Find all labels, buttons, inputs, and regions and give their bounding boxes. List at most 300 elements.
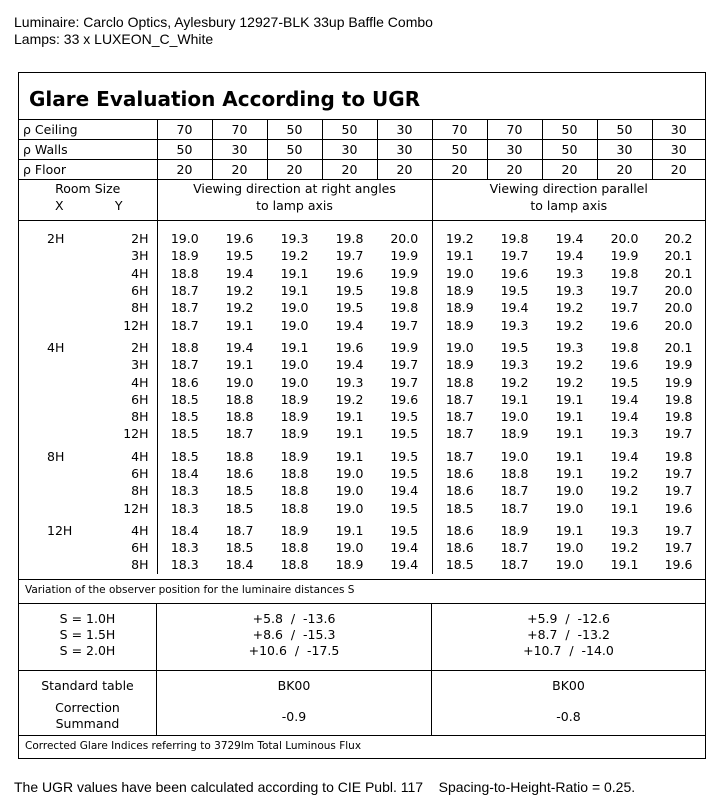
ugr-table <box>19 119 705 574</box>
ugr-value: 19.3 <box>555 283 584 299</box>
ugr-value: 18.8 <box>225 391 254 407</box>
room-y: 6H <box>131 391 149 407</box>
ugr-value: 19.5 <box>225 248 254 264</box>
ugr-value: 19.8 <box>610 339 639 355</box>
ugr-value: 18.5 <box>225 483 254 499</box>
table-row <box>19 247 705 264</box>
ugr-value: 19.7 <box>335 248 364 264</box>
ugr-value: 18.9 <box>157 247 212 264</box>
standard-table-right: BK00 <box>277 678 311 693</box>
ugr-value: 19.0 <box>555 500 584 516</box>
reflectance-value: 20 <box>487 160 542 180</box>
ugr-value: 19.1 <box>610 500 639 516</box>
room-y: 3H <box>131 357 149 373</box>
distance-label: S = 1.0H <box>59 611 116 626</box>
ugr-value: 19.3 <box>500 317 529 333</box>
room-y: 12H <box>123 500 149 516</box>
table-row <box>19 517 705 539</box>
ugr-value: 19.9 <box>377 334 432 356</box>
ugr-value: 19.1 <box>280 265 309 281</box>
ugr-value: 19.7 <box>610 283 639 299</box>
ugr-value: 19.0 <box>157 221 212 248</box>
correction-label: Correction Summand <box>55 700 120 731</box>
divider <box>19 603 705 604</box>
ugr-value: 20.2 <box>652 221 705 248</box>
reflectance-label: ρ Walls <box>19 140 157 160</box>
ugr-value: 19.1 <box>555 409 584 425</box>
ugr-value: 19.5 <box>377 425 432 442</box>
reflectance-value: 30 <box>377 120 432 140</box>
reflectance-label: ρ Floor <box>19 160 157 180</box>
ugr-value: 18.3 <box>157 482 212 499</box>
ugr-value: 18.8 <box>280 557 309 573</box>
ugr-value: 19.8 <box>377 299 432 316</box>
ugr-value: 19.1 <box>335 409 364 425</box>
ugr-value: 18.9 <box>280 448 309 464</box>
ugr-value: 18.4 <box>157 465 212 482</box>
reflectance-value: 30 <box>597 140 652 160</box>
ugr-value: 19.5 <box>377 443 432 465</box>
ugr-value: 18.8 <box>280 540 309 556</box>
ugr-value: 18.5 <box>432 556 487 573</box>
ugr-value: 19.7 <box>610 300 639 316</box>
reflectance-value: 70 <box>157 120 212 140</box>
ugr-value: 19.4 <box>555 248 584 264</box>
ugr-value: 19.7 <box>500 248 529 264</box>
ugr-value: 19.5 <box>377 408 432 425</box>
ugr-value: 19.1 <box>432 247 487 264</box>
ugr-value: 20.1 <box>664 248 693 264</box>
ugr-value: 18.7 <box>157 356 212 373</box>
ugr-value: 18.5 <box>432 499 487 516</box>
room-y: 4H <box>131 265 149 281</box>
ugr-value: 19.5 <box>500 283 529 299</box>
ugr-value: 19.0 <box>555 483 584 499</box>
table-row <box>19 443 705 465</box>
room-size-cell <box>19 391 157 408</box>
ugr-value: 18.9 <box>432 316 487 333</box>
room-y: 3H <box>131 248 149 264</box>
ugr-value: 19.9 <box>377 247 432 264</box>
room-y: 2H <box>131 231 149 247</box>
reflectance-value: 20 <box>212 160 267 180</box>
room-size-cell <box>19 334 157 356</box>
variation-parallel: +5.9 / -12.6 <box>527 611 610 626</box>
reflectance-value: 20 <box>267 160 322 180</box>
ugr-value: 18.8 <box>225 409 254 425</box>
ugr-value: 18.4 <box>157 517 212 539</box>
room-x: 2H <box>47 231 65 247</box>
ugr-table-frame <box>18 72 706 759</box>
standard-table-label: Standard table <box>41 678 134 693</box>
ugr-value: 18.9 <box>280 391 309 407</box>
ugr-value: 19.7 <box>377 373 432 390</box>
ugr-value: 19.0 <box>280 374 309 390</box>
ugr-value: 18.9 <box>432 299 487 316</box>
ugr-value: 18.7 <box>500 557 529 573</box>
ugr-value: 18.7 <box>157 316 212 333</box>
table-row <box>19 391 705 408</box>
ugr-value: 19.8 <box>664 409 693 425</box>
ugr-value: 19.2 <box>555 317 584 333</box>
ugr-value: 19.9 <box>377 265 432 282</box>
table-row <box>19 282 705 299</box>
ugr-value: 19.3 <box>610 522 639 538</box>
distance-label: S = 2.0H <box>59 643 116 658</box>
room-size-cell <box>19 221 157 248</box>
ugr-value: 20.0 <box>664 283 693 299</box>
ugr-value: 18.7 <box>500 500 529 516</box>
luminaire-line: Luminaire: Carclo Optics, Aylesbury 12927-BLK 33up Baffle Combo <box>14 14 433 30</box>
ugr-value: 19.4 <box>225 265 254 281</box>
table-row <box>19 373 705 390</box>
divider <box>19 670 705 671</box>
ugr-value: 20.0 <box>377 221 432 248</box>
ugr-value: 18.9 <box>432 282 487 299</box>
ugr-value: 20.1 <box>664 339 693 355</box>
ugr-value: 19.0 <box>335 540 364 556</box>
ugr-value: 18.6 <box>225 466 254 481</box>
table-row <box>19 316 705 333</box>
ugr-value: 19.0 <box>335 500 364 516</box>
table-row <box>19 299 705 316</box>
ugr-value: 19.4 <box>377 482 432 499</box>
ugr-value: 19.0 <box>280 357 309 373</box>
ugr-value: 19.7 <box>664 522 693 538</box>
reflectance-value: 20 <box>377 160 432 180</box>
reflectance-value: 70 <box>432 120 487 140</box>
ugr-value: 19.1 <box>335 522 364 538</box>
room-size-cell <box>19 408 157 425</box>
table-row <box>19 465 705 482</box>
table-row <box>19 408 705 425</box>
ugr-value: 19.1 <box>335 426 364 442</box>
room-y: 8H <box>131 409 149 425</box>
variation-right: +5.8 / -13.6 <box>252 611 336 626</box>
ugr-value: 18.9 <box>280 409 309 425</box>
ugr-value: 18.9 <box>500 426 529 442</box>
ugr-value: 19.0 <box>280 300 309 316</box>
ugr-value: 18.9 <box>500 522 529 538</box>
ugr-value: 18.8 <box>280 500 309 516</box>
ugr-value: 18.8 <box>157 265 212 282</box>
distance-label: S = 1.5H <box>59 627 116 642</box>
ugr-value: 19.6 <box>610 317 639 333</box>
ugr-value: 19.3 <box>267 221 322 248</box>
ugr-value: 19.6 <box>212 221 267 248</box>
room-y: 12H <box>123 426 149 442</box>
ugr-value: 19.1 <box>225 357 254 373</box>
ugr-value: 19.2 <box>610 466 639 481</box>
variation-parallel: +10.7 / -14.0 <box>523 643 614 658</box>
ugr-value: 19.4 <box>335 317 364 333</box>
ugr-value: 19.0 <box>555 540 584 556</box>
room-size-cell <box>19 265 157 282</box>
ugr-value: 19.1 <box>225 317 254 333</box>
table-row <box>19 356 705 373</box>
ugr-value: 19.3 <box>500 357 529 373</box>
room-y: 6H <box>131 540 149 556</box>
ugr-value: 19.5 <box>377 465 432 482</box>
variation-right: +10.6 / -17.5 <box>248 643 340 658</box>
ugr-value: 18.7 <box>500 483 529 499</box>
ugr-value: 19.4 <box>377 539 432 556</box>
room-y: 2H <box>131 339 149 355</box>
reflectance-value: 50 <box>267 120 322 140</box>
ugr-value: 19.8 <box>664 391 693 407</box>
reflectance-value: 50 <box>157 140 212 160</box>
room-x: 12H <box>47 522 73 538</box>
reflectance-row <box>19 120 705 140</box>
ugr-value: 19.0 <box>432 334 487 356</box>
correction-parallel: -0.8 <box>556 709 581 724</box>
table-row <box>19 221 705 248</box>
ugr-value: 19.1 <box>280 283 309 299</box>
room-y: 4H <box>131 448 149 464</box>
room-x: 4H <box>47 339 65 355</box>
reflectance-value: 30 <box>377 140 432 160</box>
variation-note: Variation of the observer position for the luminaire distances S <box>25 584 355 596</box>
reflectance-row <box>19 140 705 160</box>
ugr-value: 19.8 <box>487 221 542 248</box>
room-size-cell <box>19 373 157 390</box>
ugr-value: 19.7 <box>377 316 432 333</box>
room-size-cell <box>19 356 157 373</box>
table-row <box>19 334 705 356</box>
ugr-value: 18.5 <box>157 408 212 425</box>
ugr-value: 19.6 <box>335 265 364 281</box>
ugr-value: 19.4 <box>610 448 639 464</box>
reflectance-value: 20 <box>157 160 212 180</box>
ugr-value: 19.0 <box>500 409 529 425</box>
reflectance-value: 50 <box>267 140 322 160</box>
ugr-value: 18.6 <box>432 539 487 556</box>
ugr-value: 19.7 <box>664 483 693 499</box>
reflectance-row <box>19 160 705 180</box>
ugr-value: 18.5 <box>157 425 212 442</box>
ugr-value: 19.2 <box>555 357 584 373</box>
ugr-value: 19.6 <box>664 557 693 573</box>
ugr-value: 19.8 <box>610 265 639 281</box>
room-y: 8H <box>131 557 149 573</box>
reflectance-value: 30 <box>322 140 377 160</box>
reflectance-value: 50 <box>542 140 597 160</box>
table-row <box>19 556 705 573</box>
ugr-value: 19.0 <box>432 265 487 282</box>
room-size-cell <box>19 282 157 299</box>
room-size-cell <box>19 316 157 333</box>
ugr-value: 19.5 <box>500 339 529 355</box>
ugr-value: 18.8 <box>225 448 254 464</box>
reflectance-value: 20 <box>597 160 652 180</box>
ugr-value: 18.7 <box>500 540 529 556</box>
reflectance-value: 50 <box>542 120 597 140</box>
ugr-value: 18.6 <box>432 482 487 499</box>
ugr-value: 18.6 <box>432 517 487 539</box>
ugr-value: 18.5 <box>157 443 212 465</box>
ugr-value: 19.4 <box>225 339 254 355</box>
room-y: 8H <box>131 483 149 499</box>
ugr-value: 19.6 <box>610 357 639 373</box>
ugr-value: 18.8 <box>280 466 309 481</box>
ugr-value: 18.7 <box>157 299 212 316</box>
ugr-value: 19.5 <box>377 517 432 539</box>
ugr-value: 18.7 <box>432 443 487 465</box>
ugr-value: 19.7 <box>664 540 693 556</box>
ugr-value: 20.1 <box>664 265 693 281</box>
ugr-value: 19.6 <box>664 500 693 516</box>
viewing-direction-parallel: Viewing direction parallel to lamp axis <box>432 180 705 221</box>
room-y: 8H <box>131 300 149 316</box>
ugr-value: 20.0 <box>664 300 693 316</box>
ugr-value: 19.2 <box>610 483 639 499</box>
viewing-direction-right-angles: Viewing direction at right angles to lamp axis <box>157 180 432 221</box>
ugr-value: 18.3 <box>157 556 212 573</box>
reflectance-value: 30 <box>212 140 267 160</box>
ugr-value: 19.2 <box>555 300 584 316</box>
room-size-cell <box>19 247 157 264</box>
ugr-value: 18.7 <box>225 426 254 442</box>
ugr-value: 19.5 <box>335 300 364 316</box>
ugr-value: 19.9 <box>664 374 693 390</box>
ugr-value: 19.7 <box>664 466 693 481</box>
reflectance-value: 30 <box>652 140 705 160</box>
ugr-value: 19.9 <box>610 248 639 264</box>
room-size-cell <box>19 443 157 465</box>
table-row <box>19 482 705 499</box>
ugr-value: 19.9 <box>664 357 693 373</box>
ugr-value: 18.6 <box>157 373 212 390</box>
ugr-value: 19.2 <box>225 300 254 316</box>
ugr-value: 19.4 <box>377 556 432 573</box>
ugr-value: 19.6 <box>377 391 432 408</box>
ugr-value: 18.6 <box>432 465 487 482</box>
room-size-x-label: X <box>55 198 64 213</box>
ugr-value: 18.9 <box>335 557 364 573</box>
room-size-cell <box>19 556 157 573</box>
room-size-header: Room Size X Y <box>19 180 157 221</box>
ugr-value: 19.1 <box>610 557 639 573</box>
ugr-value: 19.8 <box>377 282 432 299</box>
ugr-value: 18.7 <box>432 408 487 425</box>
table-row <box>19 265 705 282</box>
room-size-cell <box>19 499 157 516</box>
ugr-value: 19.5 <box>377 499 432 516</box>
ugr-value: 19.2 <box>225 283 254 299</box>
ugr-value: 18.7 <box>157 282 212 299</box>
ugr-value: 19.2 <box>500 374 529 390</box>
room-y: 6H <box>131 283 149 299</box>
ugr-value: 19.3 <box>555 265 584 281</box>
room-y: 12H <box>123 317 149 333</box>
reflectance-value: 70 <box>487 120 542 140</box>
ugr-value: 18.8 <box>500 466 529 481</box>
page-title: Glare Evaluation According to UGR <box>29 87 421 111</box>
reflectance-value: 50 <box>322 120 377 140</box>
reflectance-value: 20 <box>652 160 705 180</box>
ugr-value: 19.0 <box>500 448 529 464</box>
ugr-value: 19.2 <box>432 221 487 248</box>
room-x: 8H <box>47 448 65 464</box>
ugr-value: 19.2 <box>610 540 639 556</box>
ugr-value: 19.2 <box>280 248 309 264</box>
ugr-value: 19.5 <box>610 374 639 390</box>
divider <box>19 579 705 580</box>
ugr-value: 18.5 <box>225 540 254 556</box>
table-row <box>19 539 705 556</box>
ugr-value: 19.1 <box>555 426 584 442</box>
ugr-value: 19.3 <box>610 426 639 442</box>
room-size-cell <box>19 539 157 556</box>
ugr-value: 18.4 <box>225 557 254 573</box>
ugr-value: 19.0 <box>335 466 364 481</box>
correction-right: -0.9 <box>281 709 307 724</box>
variation-parallel: +8.7 / -13.2 <box>527 627 610 642</box>
ugr-value: 19.4 <box>335 357 364 373</box>
ugr-value: 19.4 <box>610 409 639 425</box>
reflectance-value: 50 <box>432 140 487 160</box>
ugr-value: 18.8 <box>280 483 309 499</box>
divider <box>19 735 705 736</box>
reflectance-label: ρ Ceiling <box>19 120 157 140</box>
ugr-value: 19.8 <box>664 448 693 464</box>
ugr-value: 18.7 <box>225 522 254 538</box>
lamps-line: Lamps: 33 x LUXEON_C_White <box>14 31 214 47</box>
ugr-value: 18.9 <box>432 356 487 373</box>
ugr-value: 19.7 <box>377 356 432 373</box>
room-size-cell <box>19 465 157 482</box>
ugr-value: 19.6 <box>500 265 529 281</box>
ugr-value: 19.6 <box>335 339 364 355</box>
ugr-value: 19.1 <box>555 448 584 464</box>
ugr-value: 19.5 <box>335 283 364 299</box>
room-size-cell <box>19 299 157 316</box>
room-size-cell <box>19 482 157 499</box>
table-row <box>19 499 705 516</box>
ugr-value: 19.3 <box>335 374 364 390</box>
room-y: 6H <box>131 466 149 481</box>
ugr-value: 19.3 <box>555 339 584 355</box>
reflectance-value: 70 <box>212 120 267 140</box>
ugr-value: 18.3 <box>157 499 212 516</box>
ugr-value: 18.9 <box>280 522 309 538</box>
reflectance-value: 20 <box>542 160 597 180</box>
variation-right: +8.6 / -15.3 <box>252 627 336 642</box>
ugr-value: 18.3 <box>157 539 212 556</box>
reflectance-value: 30 <box>487 140 542 160</box>
ugr-value: 19.8 <box>322 221 377 248</box>
ugr-value: 19.1 <box>500 391 529 407</box>
ugr-value: 19.0 <box>555 557 584 573</box>
reflectance-value: 50 <box>597 120 652 140</box>
reflectance-value: 20 <box>322 160 377 180</box>
room-y: 4H <box>131 522 149 538</box>
ugr-value: 19.4 <box>542 221 597 248</box>
ugr-value: 19.0 <box>280 317 309 333</box>
ugr-value: 19.0 <box>225 374 254 390</box>
ugr-value: 18.9 <box>280 426 309 442</box>
ugr-value: 19.0 <box>335 483 364 499</box>
ugr-value: 20.0 <box>664 317 693 333</box>
standard-table-parallel: BK00 <box>552 678 585 693</box>
room-y: 4H <box>131 374 149 390</box>
ugr-value: 19.2 <box>335 391 364 407</box>
ugr-value: 19.1 <box>335 448 364 464</box>
ugr-value: 20.0 <box>597 221 652 248</box>
reflectance-value: 30 <box>652 120 705 140</box>
ugr-value: 18.5 <box>157 391 212 408</box>
ugr-value: 19.4 <box>610 391 639 407</box>
